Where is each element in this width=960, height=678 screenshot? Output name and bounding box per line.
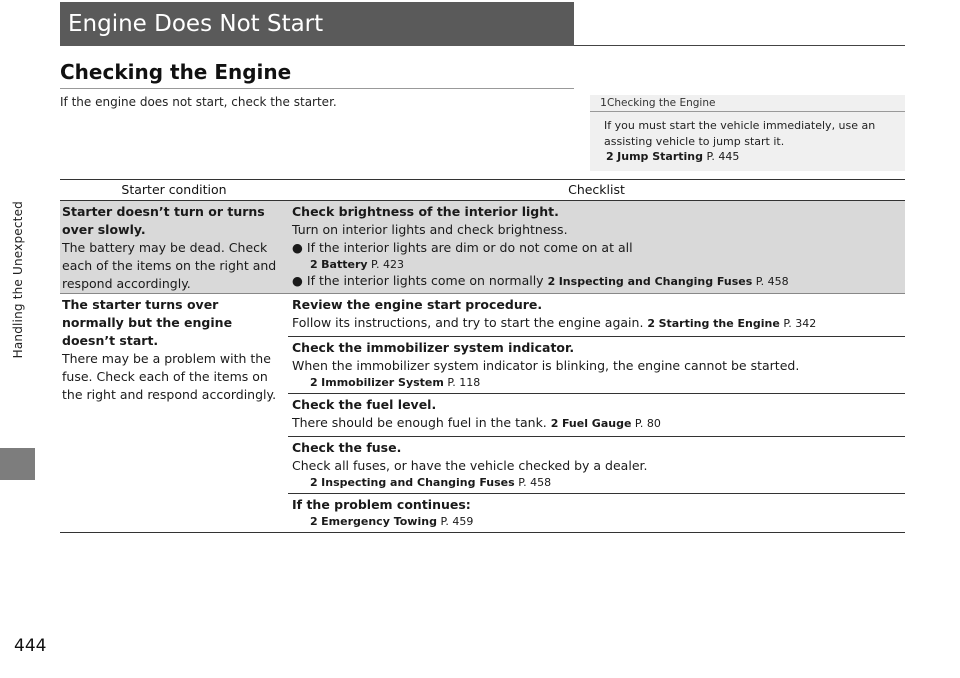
- condition-text: The battery may be dead. Check each of the items on the right and respond accordingly.: [62, 240, 277, 291]
- note-title-text: Checking the Engine: [607, 97, 716, 109]
- condition-cell: [60, 294, 288, 532]
- page-title: Engine Does Not Start: [60, 2, 574, 46]
- bullet-icon: ●: [292, 240, 303, 255]
- page-number: 444: [14, 636, 47, 656]
- ref-link[interactable]: [292, 257, 899, 272]
- bullet-text: If the interior lights are dim or do not come on at all: [306, 240, 633, 255]
- check-text: Check all fuses, or have the vehicle checked by a dealer.: [292, 458, 648, 473]
- ref-label: Starting the Engine: [658, 317, 780, 330]
- ref-link[interactable]: [292, 475, 905, 490]
- check-text: Turn on interior lights and check brightness.: [292, 222, 568, 237]
- ref-page: P. 458: [518, 476, 552, 489]
- check-item: [288, 437, 905, 494]
- ref-link[interactable]: [647, 317, 816, 330]
- checklist-cell: [288, 294, 905, 532]
- ref-label: Fuel Gauge: [561, 417, 632, 430]
- intro-text: If the engine does not start, check the starter.: [60, 95, 337, 109]
- side-tab-marker: [0, 448, 35, 480]
- condition-title: Starter doesn’t turn or turns over slowly.: [62, 204, 265, 237]
- note-ref-label: Jump Starting: [617, 150, 704, 163]
- table-header: [60, 179, 905, 201]
- side-tab-label-wrap: [0, 120, 35, 440]
- ref-page: P. 342: [783, 317, 817, 330]
- table-row: [60, 201, 905, 294]
- note-ref[interactable]: [590, 150, 905, 163]
- check-title: If the problem continues:: [292, 497, 471, 512]
- check-title: Review the engine start procedure.: [292, 297, 543, 312]
- check-title: Check the fuel level.: [292, 397, 437, 412]
- header-checklist: Checklist: [568, 182, 625, 197]
- checklist-cell: [288, 201, 905, 293]
- check-item: [288, 394, 905, 437]
- ref-label: Inspecting and Changing Fuses: [321, 476, 515, 489]
- ref-page: P. 80: [634, 417, 661, 430]
- ref-arrow-icon: 2: [550, 417, 559, 430]
- ref-arrow-icon: 2: [310, 376, 318, 389]
- bullet-item: [292, 239, 899, 257]
- ref-label: Battery: [321, 258, 368, 271]
- bullet-text: If the interior lights come on normally: [306, 273, 544, 288]
- note-marker: 1: [600, 96, 607, 109]
- ref-arrow-icon: 2: [547, 275, 556, 288]
- bullet-icon: ●: [292, 273, 303, 288]
- condition-text: There may be a problem with the fuse. Check each of the items on the right and respond accordingly.: [62, 351, 277, 402]
- note-body: If you must start the vehicle immediately, use an assisting vehicle to jump start it.: [604, 119, 876, 148]
- check-text: [292, 414, 905, 433]
- check-title: Check the immobilizer system indicator.: [292, 340, 575, 355]
- check-text-body: There should be enough fuel in the tank.: [292, 415, 547, 430]
- table-row: [60, 294, 905, 533]
- section-title: Checking the Engine: [60, 60, 292, 84]
- ref-label: Inspecting and Changing Fuses: [558, 275, 753, 288]
- check-item: [288, 294, 905, 337]
- check-text: [292, 314, 905, 333]
- note-title: [590, 96, 905, 109]
- check-title: Check the fuse.: [292, 440, 402, 455]
- condition-title: The starter turns over normally but the engine doesn’t start.: [62, 297, 233, 348]
- ref-link[interactable]: [548, 275, 789, 288]
- title-rule: [574, 45, 905, 46]
- ref-link[interactable]: [292, 375, 905, 390]
- ref-label: Emergency Towing: [321, 515, 437, 528]
- ref-arrow-icon: 2: [310, 476, 318, 489]
- ref-arrow-icon: 2: [647, 317, 656, 330]
- ref-page: P. 118: [447, 376, 481, 389]
- check-item: [288, 337, 905, 394]
- ref-arrow-icon: 2: [606, 150, 614, 163]
- bullet-item: [292, 272, 899, 291]
- header-starter-condition: Starter condition: [121, 182, 227, 197]
- ref-page: P. 459: [440, 515, 474, 528]
- ref-link[interactable]: [292, 514, 905, 529]
- check-item: [288, 494, 905, 532]
- ref-arrow-icon: 2: [310, 258, 318, 271]
- side-note: [590, 95, 905, 171]
- ref-label: Immobilizer System: [321, 376, 444, 389]
- note-ref-page: P. 445: [706, 150, 740, 163]
- note-rule: [590, 111, 905, 112]
- ref-page: P. 423: [371, 258, 404, 271]
- check-title: Check brightness of the interior light.: [292, 204, 559, 219]
- checklist-table: [60, 179, 905, 533]
- check-text-body: Follow its instructions, and try to start the engine again.: [292, 315, 644, 330]
- ref-link[interactable]: [551, 417, 661, 430]
- side-tab-label: Handling the Unexpected: [10, 201, 25, 359]
- section-rule: [60, 88, 574, 89]
- condition-cell: [60, 201, 288, 293]
- check-text: When the immobilizer system indicator is blinking, the engine cannot be started.: [292, 358, 800, 373]
- ref-arrow-icon: 2: [310, 515, 318, 528]
- ref-page: P. 458: [755, 275, 789, 288]
